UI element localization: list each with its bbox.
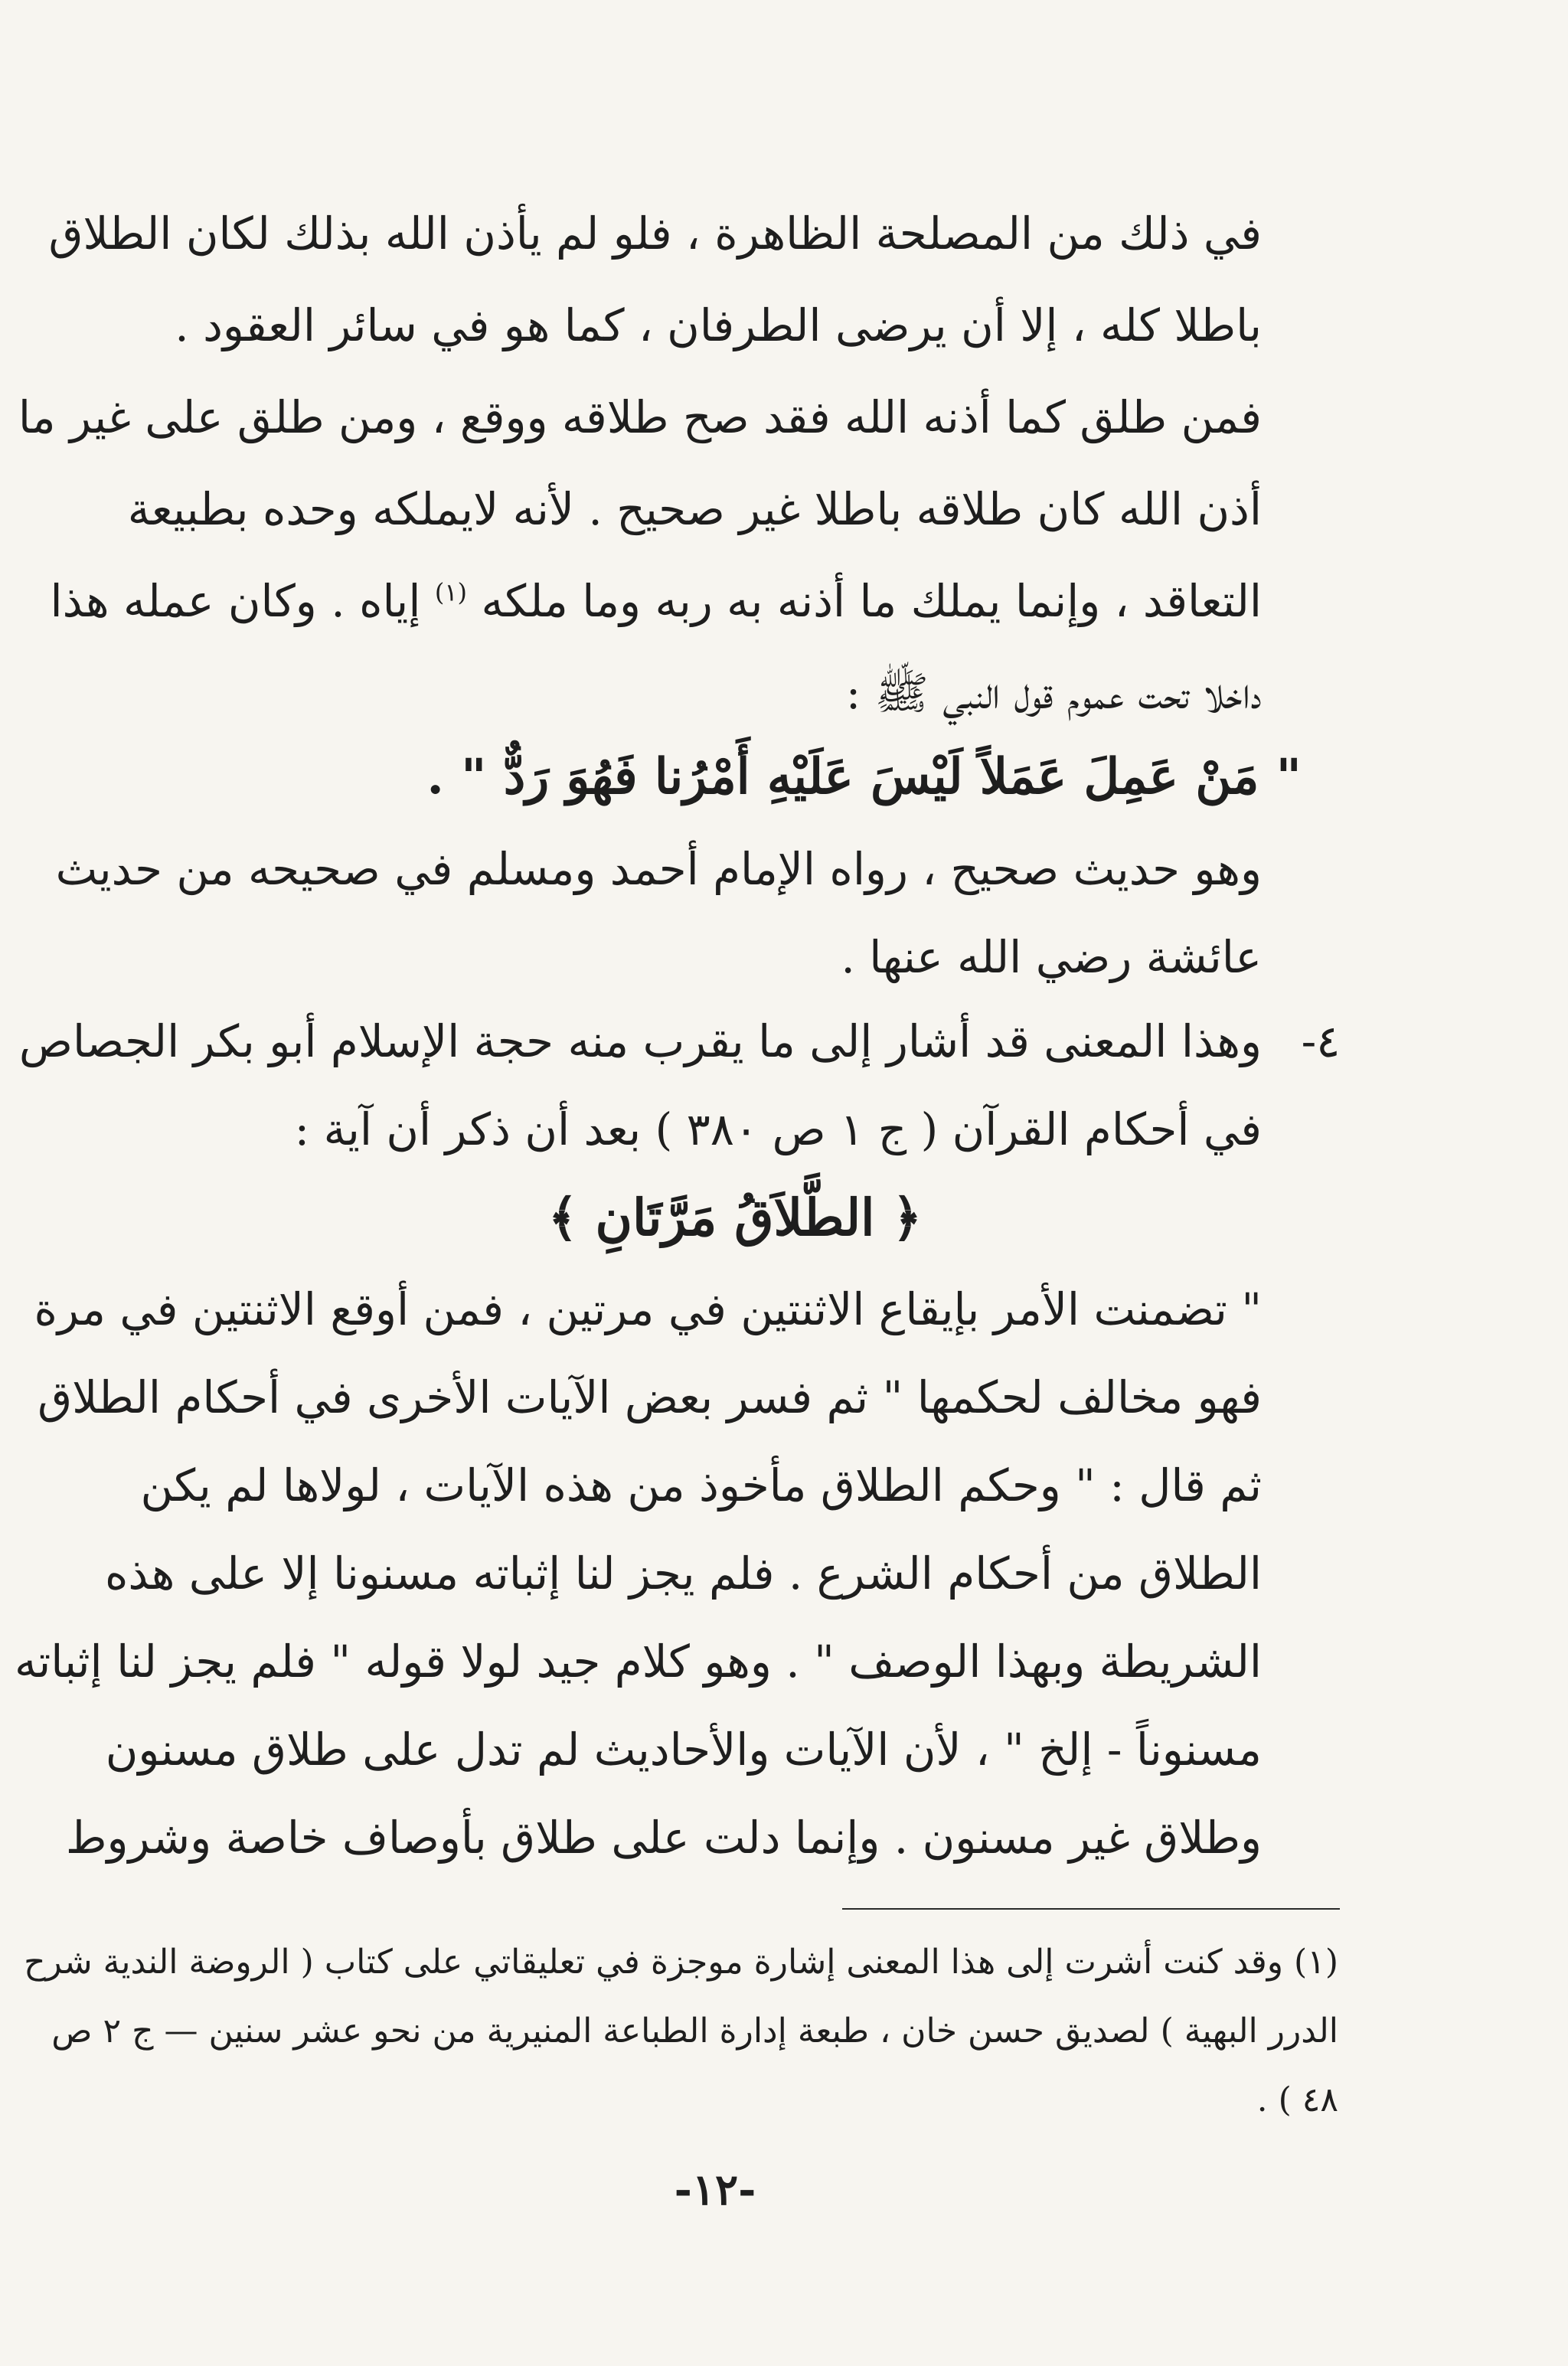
para2-line3 [50, 563, 1262, 639]
para3-line1: وهو حديث صحيح ، رواه الإمام أحمد ومسلم في صحيحه من حديث [55, 843, 1262, 895]
page-number: -١٢- [674, 2165, 756, 2215]
para4-line3: ثم قال : " وحكم الطلاق مأخوذ من هذه الآيات ، لولاها لم يكن [140, 1459, 1262, 1511]
para4-line6: مسنوناً - إلخ " ، لأن الآيات والأحاديث لم تدل على طلاق مسنون [105, 1724, 1262, 1776]
para2-line2: أذن الله كان طلاقه باطلا غير صحيح . لأنه لايملكه وحده بطبيعة [127, 483, 1262, 535]
item4-line2: في أحكام القرآن ( ج ١ ص ٣٨٠ ) بعد أن ذكر أن آية : [294, 1103, 1262, 1155]
para4-line2: فهو مخالف لحكمها " ثم فسر بعض الآيات الأخرى في أحكام الطلاق [38, 1371, 1262, 1423]
para2-line4: داخلا تحت عموم قول النبي ﷺ : [845, 667, 1262, 719]
para4-line5: الشريطة وبهذا الوصف " . وهو كلام جيد لولا قوله " فلم يجز لنا إثباته [14, 1636, 1262, 1688]
para2-line1: فمن طلق كما أذنه الله فقد صح طلاقه ووقع ، ومن طلق على غير ما [18, 391, 1262, 443]
hadith-quote: " مَنْ عَمِلَ عَمَلاً لَيْسَ عَلَيْهِ أَمْرُنا فَهُوَ رَدٌّ " . [426, 748, 1302, 806]
para1-line2: باطلا كله ، إلا أن يرضى الطرفان ، كما هو في سائر العقود . [175, 299, 1262, 351]
para1-line1: في ذلك من المصلحة الظاهرة ، فلو لم يأذن الله بذلك لكان الطلاق [48, 208, 1262, 260]
footnote-line2: الدرر البهية ) لصديق حسن خان ، طبعة إدارة الطباعة المنيرية من نحو عشر سنين — ج ٢ ص [51, 2011, 1338, 2051]
para2-line3-start: التعاقد ، وإنما يملك ما أذنه به ربه وما ملكه [481, 575, 1262, 627]
item4-line1: وهذا المعنى قد أشار إلى ما يقرب منه حجة الإسلام أبو بكر الجصاص [18, 1015, 1262, 1067]
quran-verse: ﴿ الطَّلاَقُ مَرَّتَانِ ﴾ [547, 1188, 923, 1247]
para4-line7: وطلاق غير مسنون . وإنما دلت على طلاق بأوصاف خاصة وشروط [65, 1812, 1262, 1864]
item-number-4: ٤- [1301, 1015, 1341, 1067]
para4-line1: " تضمنت الأمر بإيقاع الاثنتين في مرتين ، فمن أوقع الاثنتين في مرة [34, 1283, 1262, 1335]
footnote-line1: (١) وقد كنت أشرت إلى هذا المعنى إشارة موجزة في تعليقاتي على كتاب ( الروضة الندية شرح [24, 1943, 1338, 1982]
footnote-reference-1: (١) [434, 577, 468, 607]
footnote-line3: ٤٨ ) . [1256, 2080, 1338, 2119]
footnote-separator [842, 1908, 1340, 1910]
para2-line3-end: إياه . وكان عمله هذا [50, 575, 421, 627]
para3-line2: عائشة رضي الله عنها . [841, 931, 1262, 983]
para4-line4: الطلاق من أحكام الشرع . فلم يجز لنا إثباته مسنونا إلا على هذه [104, 1547, 1262, 1600]
